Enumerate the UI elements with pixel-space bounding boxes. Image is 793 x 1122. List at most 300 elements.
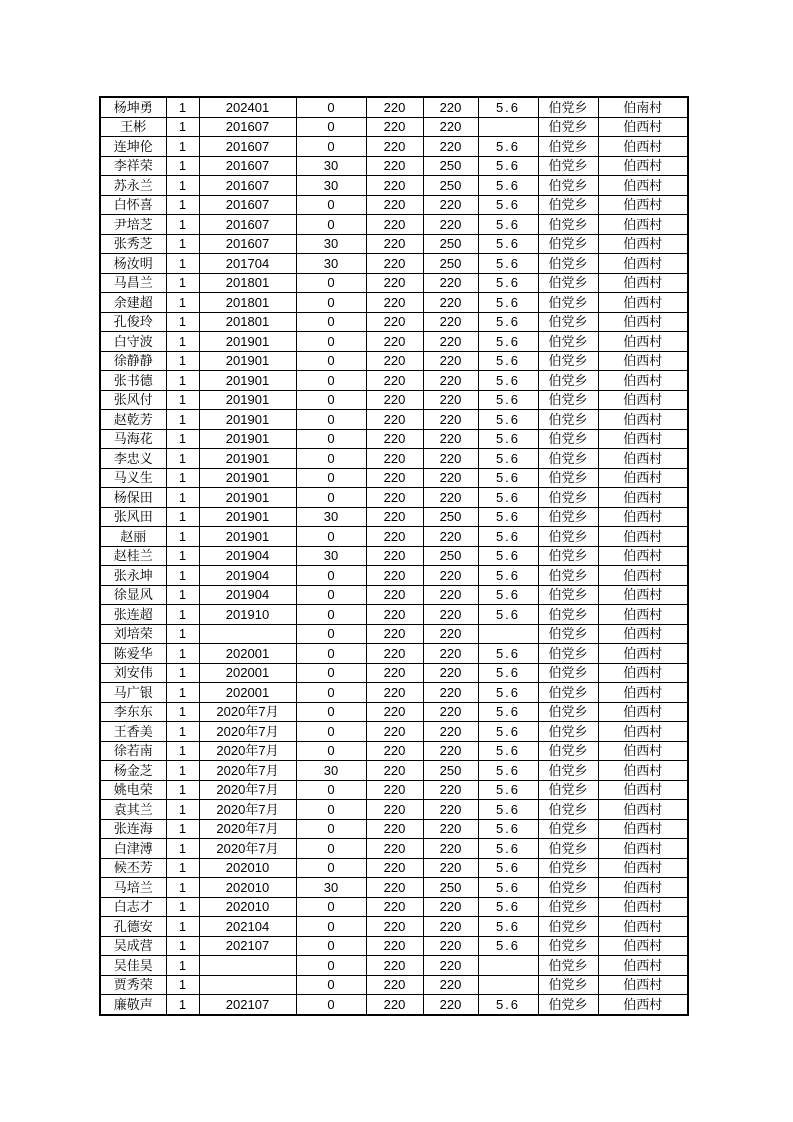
cell-addition: 30 <box>296 234 366 254</box>
cell-start_date: 201901 <box>199 488 296 508</box>
cell-rate: 5.6 <box>478 683 538 703</box>
cell-addition: 30 <box>296 546 366 566</box>
cell-rate: 5.6 <box>478 254 538 274</box>
cell-township: 伯党乡 <box>538 878 598 898</box>
cell-count: 1 <box>166 332 199 352</box>
cell-addition: 0 <box>296 800 366 820</box>
cell-count: 1 <box>166 936 199 956</box>
table-row <box>100 507 688 527</box>
cell-village: 伯西村 <box>598 566 688 586</box>
cell-count: 1 <box>166 566 199 586</box>
cell-count: 1 <box>166 254 199 274</box>
cell-name: 白怀喜 <box>100 195 166 215</box>
cell-base: 220 <box>366 332 423 352</box>
cell-village: 伯西村 <box>598 527 688 547</box>
cell-name: 马昌兰 <box>100 273 166 293</box>
cell-start_date: 201901 <box>199 371 296 391</box>
cell-start_date: 201704 <box>199 254 296 274</box>
cell-base: 220 <box>366 917 423 937</box>
cell-count: 1 <box>166 995 199 1015</box>
cell-village: 伯西村 <box>598 663 688 683</box>
cell-township: 伯党乡 <box>538 429 598 449</box>
cell-name: 马广银 <box>100 683 166 703</box>
cell-village: 伯西村 <box>598 956 688 976</box>
cell-start_date: 2020年7月 <box>199 761 296 781</box>
cell-addition: 30 <box>296 507 366 527</box>
cell-village: 伯西村 <box>598 254 688 274</box>
cell-addition: 0 <box>296 702 366 722</box>
cell-township: 伯党乡 <box>538 137 598 157</box>
cell-base: 220 <box>366 468 423 488</box>
table-row <box>100 761 688 781</box>
cell-start_date: 201901 <box>199 351 296 371</box>
cell-start_date: 202001 <box>199 663 296 683</box>
cell-start_date: 2020年7月 <box>199 800 296 820</box>
cell-addition: 0 <box>296 780 366 800</box>
cell-township: 伯党乡 <box>538 722 598 742</box>
cell-name: 张书德 <box>100 371 166 391</box>
roster-table <box>99 96 689 1016</box>
cell-township: 伯党乡 <box>538 956 598 976</box>
cell-addition: 30 <box>296 761 366 781</box>
table-row <box>100 897 688 917</box>
cell-village: 伯西村 <box>598 332 688 352</box>
cell-base: 220 <box>366 897 423 917</box>
cell-base: 220 <box>366 858 423 878</box>
cell-village: 伯西村 <box>598 624 688 644</box>
cell-village: 伯西村 <box>598 741 688 761</box>
cell-count: 1 <box>166 468 199 488</box>
cell-township: 伯党乡 <box>538 273 598 293</box>
cell-village: 伯西村 <box>598 507 688 527</box>
cell-addition: 30 <box>296 254 366 274</box>
cell-count: 1 <box>166 839 199 859</box>
cell-base: 220 <box>366 215 423 235</box>
cell-rate: 5.6 <box>478 156 538 176</box>
cell-total: 220 <box>423 293 478 313</box>
table-row <box>100 663 688 683</box>
cell-base: 220 <box>366 176 423 196</box>
cell-total: 250 <box>423 878 478 898</box>
cell-name: 张风田 <box>100 507 166 527</box>
cell-village: 伯西村 <box>598 195 688 215</box>
cell-name: 杨坤勇 <box>100 97 166 117</box>
cell-township: 伯党乡 <box>538 663 598 683</box>
cell-count: 1 <box>166 819 199 839</box>
cell-base: 220 <box>366 722 423 742</box>
cell-addition: 0 <box>296 897 366 917</box>
cell-rate: 5.6 <box>478 312 538 332</box>
cell-start_date: 202104 <box>199 917 296 937</box>
cell-village: 伯西村 <box>598 995 688 1015</box>
cell-base: 220 <box>366 234 423 254</box>
cell-count: 1 <box>166 507 199 527</box>
cell-rate: 5.6 <box>478 371 538 391</box>
cell-name: 赵乾芳 <box>100 410 166 430</box>
cell-village: 伯西村 <box>598 156 688 176</box>
cell-township: 伯党乡 <box>538 449 598 469</box>
cell-village: 伯西村 <box>598 917 688 937</box>
cell-start_date: 201901 <box>199 449 296 469</box>
cell-township: 伯党乡 <box>538 293 598 313</box>
table-row <box>100 137 688 157</box>
cell-name: 杨汝明 <box>100 254 166 274</box>
cell-total: 220 <box>423 780 478 800</box>
cell-village: 伯西村 <box>598 644 688 664</box>
cell-addition: 0 <box>296 585 366 605</box>
cell-start_date: 2020年7月 <box>199 839 296 859</box>
cell-count: 1 <box>166 117 199 137</box>
cell-township: 伯党乡 <box>538 585 598 605</box>
cell-total: 220 <box>423 741 478 761</box>
cell-village: 伯西村 <box>598 215 688 235</box>
cell-start_date: 2020年7月 <box>199 702 296 722</box>
cell-total: 250 <box>423 156 478 176</box>
cell-count: 1 <box>166 390 199 410</box>
cell-addition: 0 <box>296 683 366 703</box>
cell-rate: 5.6 <box>478 429 538 449</box>
cell-rate: 5.6 <box>478 215 538 235</box>
cell-start_date: 2020年7月 <box>199 780 296 800</box>
cell-name: 王彬 <box>100 117 166 137</box>
cell-name: 李忠义 <box>100 449 166 469</box>
table-row <box>100 566 688 586</box>
cell-name: 吴成营 <box>100 936 166 956</box>
cell-name: 张连超 <box>100 605 166 625</box>
cell-rate: 5.6 <box>478 332 538 352</box>
cell-base: 220 <box>366 702 423 722</box>
cell-addition: 0 <box>296 566 366 586</box>
cell-base: 220 <box>366 293 423 313</box>
table-row <box>100 527 688 547</box>
cell-rate <box>478 975 538 995</box>
cell-count: 1 <box>166 800 199 820</box>
cell-total: 220 <box>423 137 478 157</box>
cell-base: 220 <box>366 390 423 410</box>
table-row <box>100 293 688 313</box>
cell-base: 220 <box>366 741 423 761</box>
cell-start_date: 201910 <box>199 605 296 625</box>
cell-addition: 0 <box>296 839 366 859</box>
cell-start_date: 202010 <box>199 897 296 917</box>
cell-base: 220 <box>366 566 423 586</box>
cell-addition: 30 <box>296 878 366 898</box>
cell-total: 250 <box>423 546 478 566</box>
cell-rate: 5.6 <box>478 273 538 293</box>
cell-rate: 5.6 <box>478 507 538 527</box>
table-row <box>100 488 688 508</box>
cell-name: 马海花 <box>100 429 166 449</box>
cell-count: 1 <box>166 722 199 742</box>
cell-total: 220 <box>423 429 478 449</box>
cell-start_date: 201901 <box>199 429 296 449</box>
cell-base: 220 <box>366 429 423 449</box>
cell-total: 220 <box>423 858 478 878</box>
cell-rate: 5.6 <box>478 644 538 664</box>
cell-base: 220 <box>366 839 423 859</box>
cell-addition: 0 <box>296 936 366 956</box>
table-row <box>100 215 688 235</box>
table-row <box>100 273 688 293</box>
cell-count: 1 <box>166 449 199 469</box>
cell-count: 1 <box>166 741 199 761</box>
table-row <box>100 839 688 859</box>
cell-rate: 5.6 <box>478 858 538 878</box>
cell-base: 220 <box>366 819 423 839</box>
cell-rate <box>478 117 538 137</box>
cell-base: 220 <box>366 800 423 820</box>
cell-start_date: 201607 <box>199 156 296 176</box>
cell-addition: 0 <box>296 410 366 430</box>
cell-base: 220 <box>366 546 423 566</box>
cell-name: 李祥荣 <box>100 156 166 176</box>
cell-rate: 5.6 <box>478 839 538 859</box>
cell-name: 候丕芳 <box>100 858 166 878</box>
cell-rate: 5.6 <box>478 897 538 917</box>
cell-rate: 5.6 <box>478 761 538 781</box>
cell-village: 伯西村 <box>598 410 688 430</box>
cell-township: 伯党乡 <box>538 702 598 722</box>
cell-base: 220 <box>366 351 423 371</box>
table-row <box>100 449 688 469</box>
cell-name: 张秀芝 <box>100 234 166 254</box>
cell-village: 伯西村 <box>598 468 688 488</box>
cell-start_date: 202001 <box>199 644 296 664</box>
cell-addition: 0 <box>296 215 366 235</box>
cell-addition: 0 <box>296 527 366 547</box>
table-row <box>100 722 688 742</box>
cell-base: 220 <box>366 761 423 781</box>
cell-township: 伯党乡 <box>538 215 598 235</box>
cell-name: 赵丽 <box>100 527 166 547</box>
cell-total: 220 <box>423 956 478 976</box>
cell-start_date: 202001 <box>199 683 296 703</box>
cell-addition: 30 <box>296 176 366 196</box>
cell-rate: 5.6 <box>478 176 538 196</box>
table-row <box>100 995 688 1015</box>
cell-count: 1 <box>166 956 199 976</box>
cell-base: 220 <box>366 273 423 293</box>
cell-total: 220 <box>423 585 478 605</box>
table-row <box>100 644 688 664</box>
cell-count: 1 <box>166 273 199 293</box>
cell-village: 伯南村 <box>598 97 688 117</box>
cell-rate: 5.6 <box>478 995 538 1015</box>
table-row <box>100 605 688 625</box>
table-row <box>100 351 688 371</box>
cell-addition: 0 <box>296 312 366 332</box>
table-row <box>100 234 688 254</box>
cell-village: 伯西村 <box>598 975 688 995</box>
cell-rate: 5.6 <box>478 780 538 800</box>
cell-township: 伯党乡 <box>538 176 598 196</box>
cell-addition: 0 <box>296 429 366 449</box>
cell-total: 250 <box>423 507 478 527</box>
table-row <box>100 956 688 976</box>
cell-total: 220 <box>423 975 478 995</box>
cell-base: 220 <box>366 683 423 703</box>
cell-village: 伯西村 <box>598 429 688 449</box>
cell-addition: 0 <box>296 917 366 937</box>
cell-village: 伯西村 <box>598 761 688 781</box>
cell-addition: 0 <box>296 741 366 761</box>
cell-total: 250 <box>423 761 478 781</box>
cell-addition: 0 <box>296 293 366 313</box>
cell-rate: 5.6 <box>478 351 538 371</box>
cell-start_date: 2020年7月 <box>199 741 296 761</box>
cell-total: 220 <box>423 644 478 664</box>
cell-name: 张永坤 <box>100 566 166 586</box>
cell-count: 1 <box>166 137 199 157</box>
table-row <box>100 800 688 820</box>
cell-township: 伯党乡 <box>538 995 598 1015</box>
cell-village: 伯西村 <box>598 897 688 917</box>
table-row <box>100 702 688 722</box>
table-row <box>100 780 688 800</box>
cell-village: 伯西村 <box>598 449 688 469</box>
cell-name: 吴佳昊 <box>100 956 166 976</box>
cell-name: 马义生 <box>100 468 166 488</box>
cell-township: 伯党乡 <box>538 644 598 664</box>
cell-addition: 0 <box>296 468 366 488</box>
cell-start_date: 201607 <box>199 137 296 157</box>
cell-village: 伯西村 <box>598 117 688 137</box>
cell-township: 伯党乡 <box>538 410 598 430</box>
cell-base: 220 <box>366 449 423 469</box>
cell-addition: 0 <box>296 332 366 352</box>
cell-total: 220 <box>423 702 478 722</box>
cell-total: 250 <box>423 176 478 196</box>
cell-total: 220 <box>423 624 478 644</box>
cell-addition: 0 <box>296 975 366 995</box>
cell-township: 伯党乡 <box>538 800 598 820</box>
cell-count: 1 <box>166 585 199 605</box>
cell-count: 1 <box>166 702 199 722</box>
cell-township: 伯党乡 <box>538 566 598 586</box>
cell-village: 伯西村 <box>598 800 688 820</box>
cell-name: 陈爱华 <box>100 644 166 664</box>
cell-count: 1 <box>166 624 199 644</box>
cell-start_date: 201801 <box>199 273 296 293</box>
cell-addition: 0 <box>296 858 366 878</box>
cell-name: 杨保田 <box>100 488 166 508</box>
cell-village: 伯西村 <box>598 936 688 956</box>
cell-base: 220 <box>366 975 423 995</box>
table-row <box>100 254 688 274</box>
cell-base: 220 <box>366 137 423 157</box>
cell-total: 250 <box>423 254 478 274</box>
cell-total: 220 <box>423 117 478 137</box>
table-row <box>100 819 688 839</box>
cell-count: 1 <box>166 351 199 371</box>
cell-count: 1 <box>166 410 199 430</box>
cell-total: 220 <box>423 449 478 469</box>
cell-start_date <box>199 624 296 644</box>
cell-count: 1 <box>166 488 199 508</box>
cell-name: 张连海 <box>100 819 166 839</box>
cell-base: 220 <box>366 527 423 547</box>
cell-count: 1 <box>166 371 199 391</box>
cell-count: 1 <box>166 195 199 215</box>
cell-count: 1 <box>166 663 199 683</box>
cell-township: 伯党乡 <box>538 936 598 956</box>
cell-addition: 0 <box>296 351 366 371</box>
cell-rate: 5.6 <box>478 468 538 488</box>
cell-count: 1 <box>166 176 199 196</box>
cell-addition: 0 <box>296 195 366 215</box>
cell-name: 徐静静 <box>100 351 166 371</box>
cell-addition: 0 <box>296 449 366 469</box>
cell-rate: 5.6 <box>478 137 538 157</box>
cell-township: 伯党乡 <box>538 97 598 117</box>
cell-township: 伯党乡 <box>538 897 598 917</box>
cell-village: 伯西村 <box>598 488 688 508</box>
cell-rate: 5.6 <box>478 605 538 625</box>
cell-addition: 0 <box>296 819 366 839</box>
cell-count: 1 <box>166 644 199 664</box>
cell-name: 白津溥 <box>100 839 166 859</box>
cell-count: 1 <box>166 605 199 625</box>
cell-total: 220 <box>423 527 478 547</box>
cell-township: 伯党乡 <box>538 683 598 703</box>
cell-township: 伯党乡 <box>538 371 598 391</box>
cell-name: 尹培芝 <box>100 215 166 235</box>
cell-count: 1 <box>166 215 199 235</box>
cell-township: 伯党乡 <box>538 780 598 800</box>
cell-base: 220 <box>366 254 423 274</box>
cell-start_date: 2020年7月 <box>199 722 296 742</box>
cell-count: 1 <box>166 878 199 898</box>
cell-base: 220 <box>366 878 423 898</box>
cell-total: 220 <box>423 722 478 742</box>
cell-name: 姚电荣 <box>100 780 166 800</box>
cell-base: 220 <box>366 644 423 664</box>
cell-total: 220 <box>423 663 478 683</box>
cell-count: 1 <box>166 234 199 254</box>
cell-rate: 5.6 <box>478 234 538 254</box>
cell-start_date: 201607 <box>199 117 296 137</box>
cell-rate: 5.6 <box>478 546 538 566</box>
cell-total: 220 <box>423 468 478 488</box>
cell-rate <box>478 956 538 976</box>
cell-rate: 5.6 <box>478 741 538 761</box>
cell-count: 1 <box>166 917 199 937</box>
cell-start_date: 201607 <box>199 234 296 254</box>
table-row <box>100 546 688 566</box>
cell-total: 220 <box>423 273 478 293</box>
cell-village: 伯西村 <box>598 234 688 254</box>
cell-village: 伯西村 <box>598 546 688 566</box>
cell-name: 孔德安 <box>100 917 166 937</box>
cell-village: 伯西村 <box>598 351 688 371</box>
cell-addition: 0 <box>296 117 366 137</box>
cell-total: 220 <box>423 800 478 820</box>
cell-name: 余建超 <box>100 293 166 313</box>
table-row <box>100 683 688 703</box>
cell-village: 伯西村 <box>598 585 688 605</box>
table-row <box>100 878 688 898</box>
cell-count: 1 <box>166 897 199 917</box>
cell-count: 1 <box>166 683 199 703</box>
cell-total: 220 <box>423 371 478 391</box>
cell-rate: 5.6 <box>478 293 538 313</box>
cell-base: 220 <box>366 936 423 956</box>
cell-start_date <box>199 956 296 976</box>
cell-name: 孔俊玲 <box>100 312 166 332</box>
cell-base: 220 <box>366 605 423 625</box>
cell-addition: 0 <box>296 722 366 742</box>
cell-village: 伯西村 <box>598 722 688 742</box>
